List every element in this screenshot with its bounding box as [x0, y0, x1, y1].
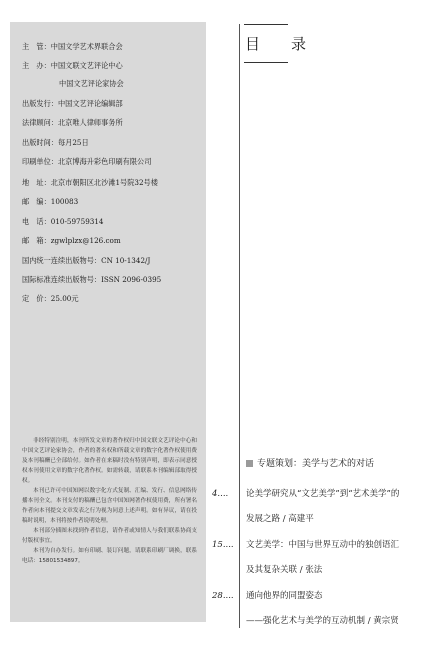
copyright-notice: [22, 436, 197, 566]
masthead-row: [22, 99, 123, 108]
masthead-value: 北京博海升彩色印刷有限公司: [57, 157, 152, 166]
masthead-row: [22, 61, 123, 70]
square-bullet-icon: [246, 460, 253, 467]
masthead-value: 中国文艺评论编辑部: [57, 99, 123, 108]
masthead-row: [22, 275, 161, 284]
masthead-value: ISSN 2096-0395: [101, 275, 162, 284]
toc-entry-title[interactable]: 文艺美学：中国与世界互动中的独创语汇: [246, 540, 400, 550]
masthead-value: 中国文学艺术界联合会: [50, 42, 123, 51]
masthead-row: [22, 236, 121, 245]
masthead-label: 主 管：: [22, 42, 51, 51]
masthead-label: 地 址：: [22, 178, 51, 187]
masthead-value: 北京市朝阳区北沙滩1号院32号楼: [50, 178, 158, 187]
masthead-row: [22, 256, 150, 265]
masthead-value: 北京唯人律师事务所: [57, 118, 123, 127]
masthead-value: 中国文艺评论家协会: [59, 79, 124, 88]
masthead-label: 国内统一连续出版物号：: [22, 256, 102, 265]
toc-title: 目 录: [245, 35, 315, 53]
masthead-row: [22, 138, 89, 147]
toc-page-number: 28....: [212, 591, 234, 601]
notice-paragraph: 本刊已许可中国知网以数字化方式复制、汇编、发行、信息网络传播本刊全文。本刊支付的稿酬已包含中国知网著作权使用费，所有署名作者向本刊提交文章发表之行为视为同意上述声明。如有异议，请在投稿时说明，本刊将按作者说明处理。: [22, 488, 197, 524]
section-heading: [246, 456, 374, 469]
masthead-label: 邮 编：: [22, 197, 51, 206]
masthead-label: 电 话：: [22, 217, 51, 226]
masthead-label: 印刷单位：: [22, 157, 58, 166]
toc-entry-title[interactable]: 通向他界的同盟姿态: [246, 591, 323, 601]
masthead-row: [59, 79, 124, 88]
masthead-value: 010-59759314: [50, 217, 104, 226]
masthead-label: 定 价：: [22, 294, 51, 303]
notice-paragraph: 非经特别注明，本刊所发文章的著作权归中国文联文艺评论中心和中国文艺评论家协会，作者的著名权和所载文章的数字化著作权使用费及本刊稿酬已全部给付。如作者在来稿时没有特别声明，即表示同意授权本刊使用文章的数字化著作权。如需转载，请联系本刊编辑部取得授权。: [22, 438, 197, 484]
masthead-panel: [10, 22, 206, 622]
masthead-row: [22, 157, 151, 166]
toc-page-number: 4....: [212, 489, 229, 499]
toc-entry-title[interactable]: 及其复杂关联 / 张法: [246, 565, 323, 575]
masthead-value: 100083: [50, 197, 79, 206]
masthead-value: zgwlplzx@126.com: [50, 236, 121, 245]
toc-entry-title[interactable]: ——强化艺术与美学的互动机制 / 黄宗贤: [246, 616, 399, 626]
masthead-label: 出版发行：: [22, 99, 58, 108]
masthead-row: [22, 178, 158, 187]
masthead-label: 出版时间：: [22, 138, 58, 147]
masthead-row: [22, 294, 79, 303]
masthead-value: 25.00元: [50, 294, 79, 303]
masthead-row: [22, 42, 123, 51]
masthead-value: 每月25日: [57, 138, 89, 147]
toc-entry-title[interactable]: 发展之路 / 高建平: [246, 514, 314, 524]
masthead-row: [22, 217, 104, 226]
toc-entry-title[interactable]: 论美学研究从“文艺美学”到“艺术美学”的: [246, 489, 400, 499]
notice-paragraph: 本刊部分插图未找到作者信息，请作者或知情人与我们联系协商支付版权事宜。: [22, 528, 197, 544]
masthead-row: [22, 118, 123, 127]
title-rule-bottom: [244, 62, 288, 63]
masthead-label: 主 办：: [22, 61, 51, 70]
notice-paragraph: 本刊为自办发行。如有印刷、装订问题，请联系印刷厂调换，联系电话：15801534897。: [22, 548, 197, 564]
masthead-value: CN 10-1342/J: [101, 256, 151, 265]
masthead-row: [22, 197, 78, 206]
toc-page-number: 15....: [212, 540, 234, 550]
masthead-label: 法律顾问：: [22, 118, 58, 127]
toc-divider-line: [239, 24, 240, 628]
title-rule-top: [244, 24, 288, 25]
masthead-label: 邮 箱：: [22, 236, 51, 245]
section-heading-text: 专题策划：美学与艺术的对话: [257, 459, 375, 469]
masthead-value: 中国文联文艺评论中心: [50, 61, 123, 70]
masthead-label: 国际标准连续出版物号：: [22, 275, 102, 284]
